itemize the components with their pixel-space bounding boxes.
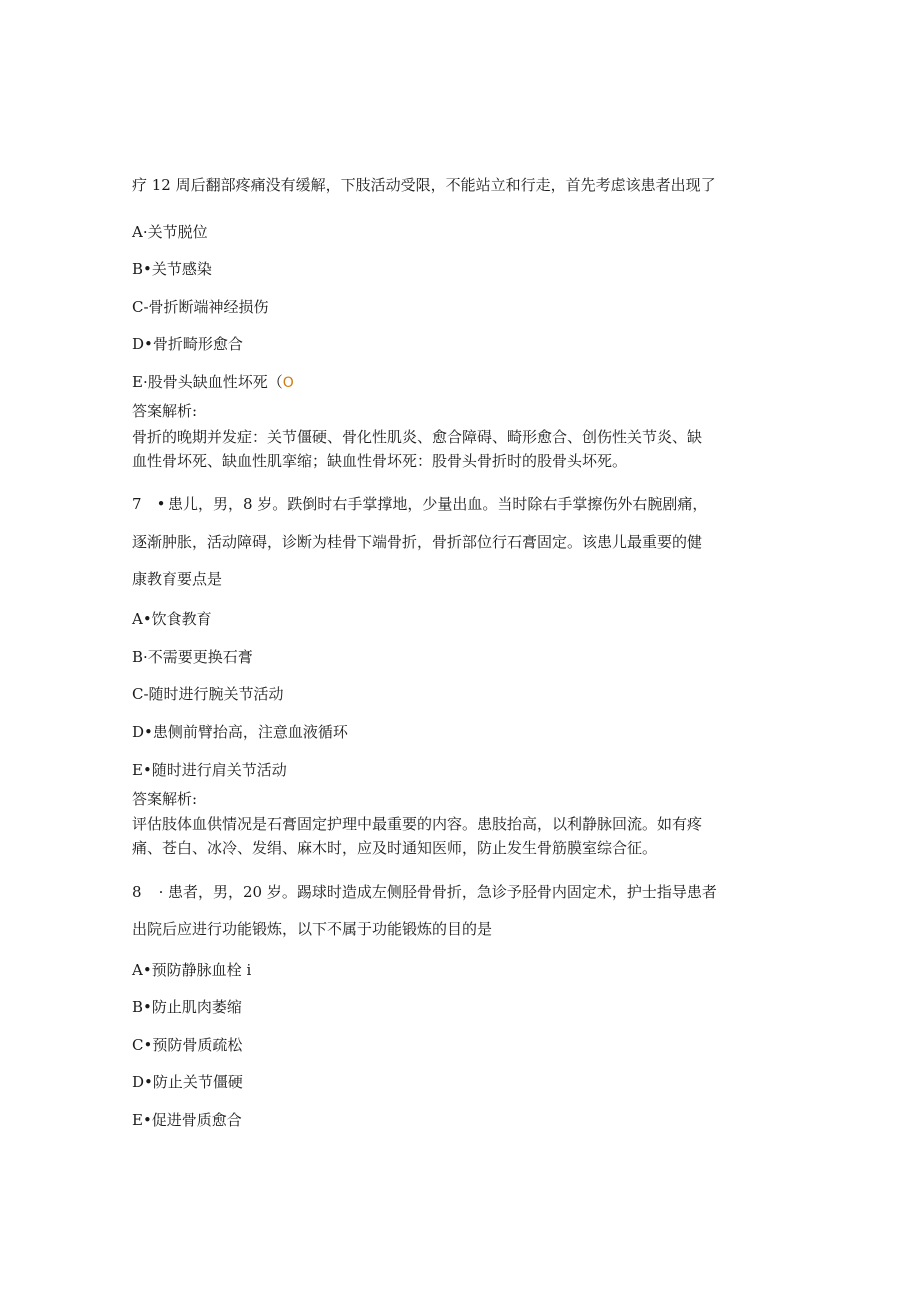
q6-option-a: A·关节脱位 <box>132 223 208 241</box>
q7-stem-line-3: 康教育要点是 <box>132 570 223 588</box>
q7-stem-line-1: 患儿，男，8 岁。跌倒时右手掌撑地，少量出血。当时除右手掌擦伤外右腕剧痛， <box>168 495 708 513</box>
q7-analysis-line-1: 评估肢体血供情况是石膏固定护理中最重要的内容。患肢抬高，以利静脉回流。如有疼 <box>132 815 703 833</box>
q8-stem-line-2: 出院后应进行功能锻炼，以下不属于功能锻炼的目的是 <box>132 920 493 938</box>
q8-option-e: E•促进骨质愈合 <box>132 1111 242 1129</box>
q7-option-c: C-随时进行腕关节活动 <box>132 685 284 703</box>
q8-option-c: C•预防骨质疏松 <box>132 1036 243 1054</box>
q8-option-d: D•防止关节僵硬 <box>132 1073 243 1091</box>
q6-stem: 疗 12 周后翻部疼痛没有缓解，下肢活动受限，不能站立和行走，首先考虑该患者出现了 <box>132 176 716 194</box>
q7-option-e: E•随时进行肩关节活动 <box>132 761 287 779</box>
q6-analysis-line-2: 血性骨坏死、缺血性肌挛缩；缺血性骨坏死：股骨头骨折时的股骨头坏死。 <box>132 452 628 470</box>
q8-option-a: A•预防静脉血栓 i <box>132 961 252 979</box>
q7-number: 7 <box>132 495 142 513</box>
q7-option-d: D•患侧前臂抬高，注意血液循环 <box>132 723 348 741</box>
q7-separator: • <box>156 495 166 513</box>
q7-stem-line-1-row <box>132 494 707 514</box>
answer-mark-icon: O <box>282 375 294 391</box>
q8-option-b: B•防止肌肉萎缩 <box>132 998 242 1016</box>
q6-option-e-row <box>132 372 294 393</box>
q6-analysis-title: 答案解析: <box>132 402 198 420</box>
q7-option-a: A•饮食教育 <box>132 610 212 628</box>
q6-option-b: B•关节感染 <box>132 260 212 278</box>
q6-option-d: D•骨折畸形愈合 <box>132 335 243 353</box>
q7-analysis-title: 答案解析: <box>132 790 198 808</box>
q8-stem-line-1: 患者，男，20 岁。踢球时造成左侧胫骨骨折，急诊予胫骨内固定术，护士指导患者 <box>168 883 717 901</box>
q8-number: 8 <box>132 883 142 901</box>
q7-analysis-line-2: 痛、苍白、冰冷、发绢、麻木时，应及时通知医师，防止发生骨筋膜室综合征。 <box>132 839 658 857</box>
q7-stem-line-2: 逐渐肿胀，活动障碍，诊断为桂骨下端骨折，骨折部位行石膏固定。该患儿最重要的健 <box>132 533 703 551</box>
q7-option-b: B·不需要更换石膏 <box>132 648 253 666</box>
q6-analysis-line-1: 骨折的晚期并发症：关节僵硬、骨化性肌炎、愈合障碍、畸形愈合、创伤性关节炎、缺 <box>132 428 703 446</box>
q6-option-e: E·股骨头缺血性坏死（ <box>132 373 283 391</box>
q6-option-c: C-骨折断端神经损伤 <box>132 298 269 316</box>
q8-separator: · <box>158 883 164 901</box>
q8-stem-line-1-row <box>132 882 717 902</box>
